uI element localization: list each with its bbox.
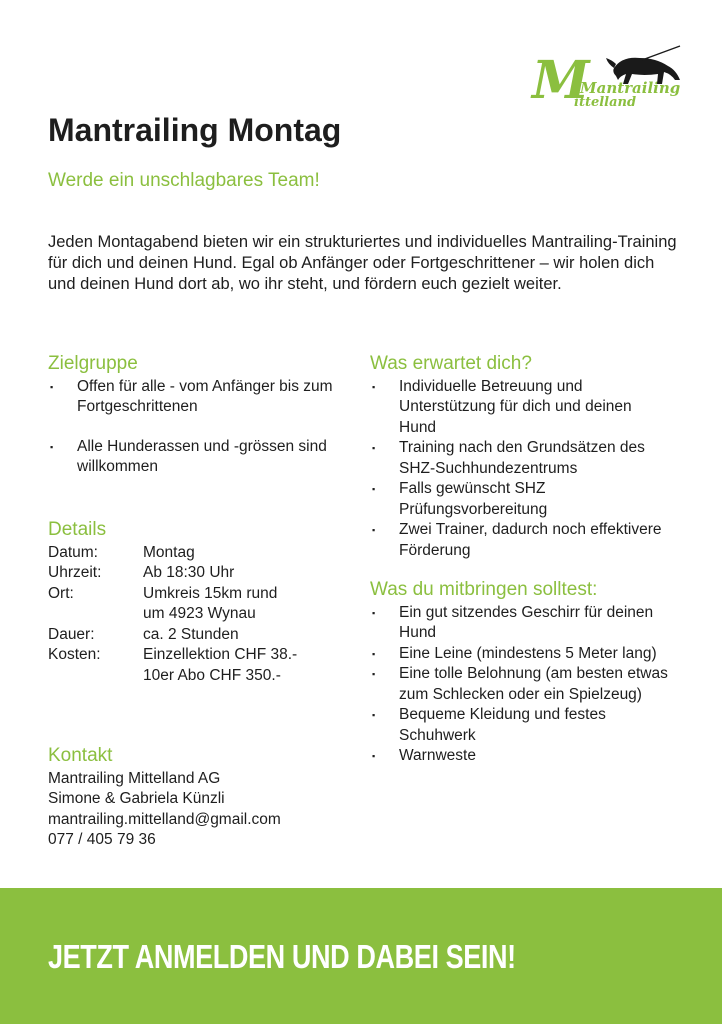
details-section xyxy=(48,520,348,686)
zielgruppe-list xyxy=(48,377,338,478)
details-value: Ab 18:30 Uhr xyxy=(143,564,235,581)
details-value-line: Umkreis 15km rund xyxy=(143,584,278,602)
details-value-line: Einzellektion CHF 38.- xyxy=(143,646,298,663)
details-value xyxy=(143,645,348,686)
intro-paragraph: Jeden Montagabend bieten wir ein strukturiertes und individuelles Mantrailing-Training für dich und deinen Hund. Egal ob Anfänger oder Fortgeschrittener – wir holen dich und deinen Hund dort ab, wo ihr steht, und fördern euch gezielt weiter. xyxy=(48,233,677,293)
erwartet-section xyxy=(370,354,670,561)
erwartet-heading: Was erwartet dich? xyxy=(370,353,532,374)
zielgruppe-section xyxy=(48,354,338,478)
mitbringen-section xyxy=(370,580,670,767)
page-title: Mantrailing Montag xyxy=(48,112,342,148)
details-value-line: um 4923 Wynau xyxy=(143,605,256,622)
details-value: Montag xyxy=(143,543,195,561)
details-heading: Details xyxy=(48,519,107,540)
list-item: ▪ Eine Leine (mindestens 5 Meter lang) xyxy=(370,644,670,665)
cta-text[interactable]: JETZT ANMELDEN UND DABEI SEIN! xyxy=(48,938,516,975)
logo-initial: M xyxy=(532,50,590,111)
list-item: ▪ Falls gewünscht SHZ Prüfungsvorbereitung xyxy=(370,479,670,520)
list-item: ▪ Alle Hunderassen und -grössen sind willkommen xyxy=(48,437,338,478)
kontakt-section xyxy=(48,746,348,851)
logo-sub-text: ittelland xyxy=(574,95,637,110)
details-label: Uhrzeit: xyxy=(48,564,102,581)
list-item: ▪ Offen für alle - vom Anfänger bis zum Fortgeschrittenen xyxy=(48,377,338,418)
details-label: Kosten: xyxy=(48,646,101,663)
page-subtitle: Werde ein unschlagbares Team! xyxy=(48,170,320,191)
details-label: Ort: xyxy=(48,584,74,602)
zielgruppe-heading: Zielgruppe xyxy=(48,353,138,374)
logo-brand-text: Mantrailing xyxy=(580,79,681,97)
details-label: Datum: xyxy=(48,543,98,561)
list-item: ▪ Warnweste xyxy=(370,746,670,767)
mantrailing-mittelland-logo xyxy=(530,40,690,112)
list-item: ▪ Ein gut sitzendes Geschirr für deinen Hund xyxy=(370,603,670,644)
kontakt-persons: Simone & Gabriela Künzli xyxy=(48,790,225,807)
list-item: ▪ Training nach den Grundsätzen des SHZ-Suchhundezentrums xyxy=(370,438,670,479)
details-table xyxy=(48,543,348,687)
list-item: ▪ Zwei Trainer, dadurch noch effektivere Förderung xyxy=(370,520,670,561)
mitbringen-heading: Was du mitbringen solltest: xyxy=(370,579,598,600)
list-item: ▪ Bequeme Kleidung und festes Schuhwerk xyxy=(370,705,670,746)
details-value-line: 10er Abo CHF 350.- xyxy=(143,666,281,684)
kontakt-email[interactable]: mantrailing.mittelland@gmail.com xyxy=(48,810,281,828)
list-item: ▪ Eine tolle Belohnung (am besten etwas zum Schlecken oder ein Spielzeug) xyxy=(370,664,670,705)
kontakt-company: Mantrailing Mittelland AG xyxy=(48,769,221,787)
list-item: ▪ Individuelle Betreuung und Unterstützung für dich und deinen Hund xyxy=(370,377,670,439)
details-value xyxy=(143,584,348,625)
erwartet-list xyxy=(370,377,670,562)
details-value: ca. 2 Stunden xyxy=(143,625,239,643)
kontakt-phone[interactable]: 077 / 405 79 36 xyxy=(48,831,156,848)
details-label: Dauer: xyxy=(48,625,95,643)
kontakt-heading: Kontakt xyxy=(48,745,113,766)
mitbringen-list xyxy=(370,603,670,767)
